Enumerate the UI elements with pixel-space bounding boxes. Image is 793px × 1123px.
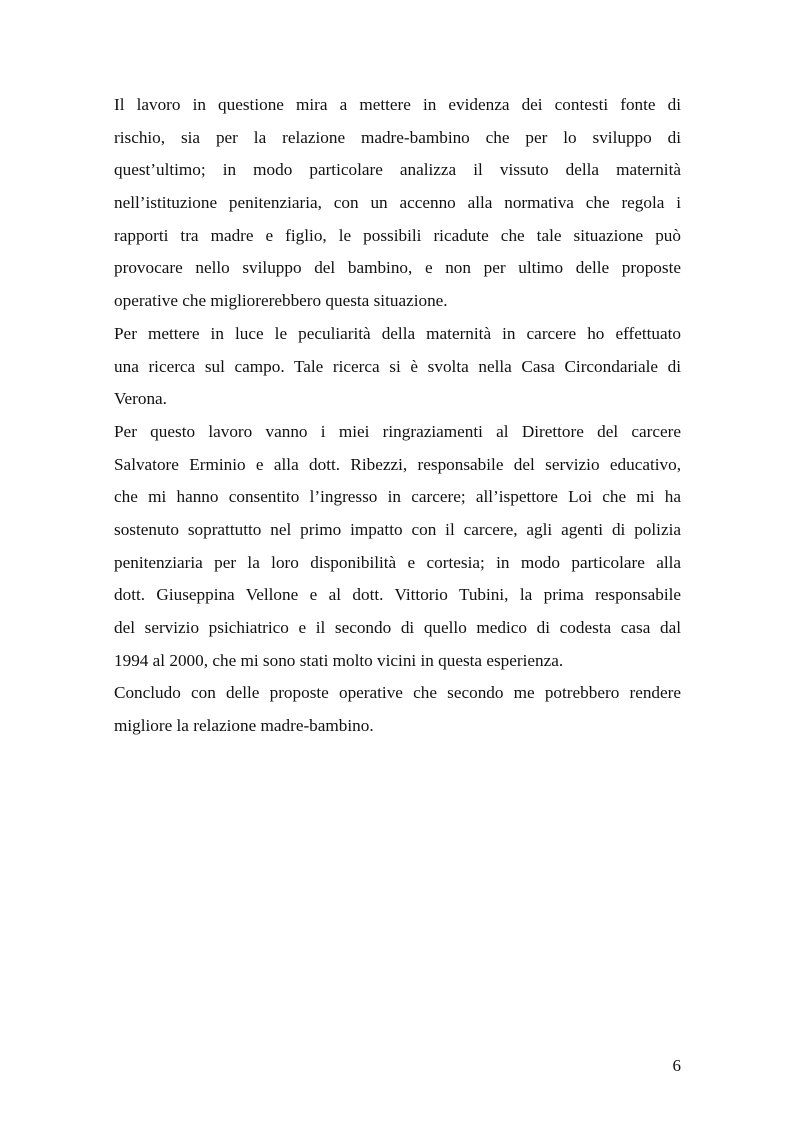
text-line: Il lavoro in questione mira a mettere in evidenza dei contesti fonte di (114, 95, 681, 114)
text-line: nell’istituzione penitenziaria, con un accenno alla normativa che regola i (114, 193, 681, 213)
text-line: una ricerca sul campo. Tale ricerca si è svolta nella Casa Circondariale di (114, 356, 681, 376)
text-line: dott. Giuseppina Vellone e al dott. Vittorio Tubini, la prima responsabile (114, 585, 681, 605)
text-line: rapporti tra madre e figlio, le possibili ricadute che tale situazione può (114, 225, 681, 245)
text-line: quest’ultimo; in modo particolare analizza il vissuto della maternità (114, 160, 681, 180)
text-line: rischio, sia per la relazione madre-bambino che per lo sviluppo di (114, 127, 681, 147)
body-text (114, 89, 681, 743)
text-line: operative che migliorerebbero questa situazione. (114, 291, 448, 311)
text-line: provocare nello sviluppo del bambino, e non per ultimo delle proposte (114, 258, 681, 278)
text-line: sostenuto soprattutto nel primo impatto con il carcere, agli agenti di polizia (114, 519, 681, 539)
text-line: penitenziaria per la loro disponibilità e cortesia; in modo particolare alla (114, 552, 681, 572)
text-line: Verona. (114, 389, 167, 409)
text-line: Per mettere in luce le peculiarità della maternità in carcere ho effettuato (114, 323, 681, 343)
text-line: migliore la relazione madre-bambino. (114, 716, 374, 736)
text-line: Per questo lavoro vanno i miei ringraziamenti al Direttore del carcere (114, 421, 681, 441)
text-line: Concludo con delle proposte operative che secondo me potrebbero rendere (114, 683, 681, 703)
text-line: del servizio psichiatrico e il secondo di quello medico di codesta casa dal (114, 618, 681, 637)
text-line: 1994 al 2000, che mi sono stati molto vicini in questa esperienza. (114, 650, 564, 670)
text-line: Salvatore Erminio e alla dott. Ribezzi, responsabile del servizio educativo, (114, 454, 681, 474)
page-number: 6 (672, 1056, 681, 1075)
text-line: che mi hanno consentito l’ingresso in carcere; all’ispettore Loi che mi ha (114, 487, 681, 507)
